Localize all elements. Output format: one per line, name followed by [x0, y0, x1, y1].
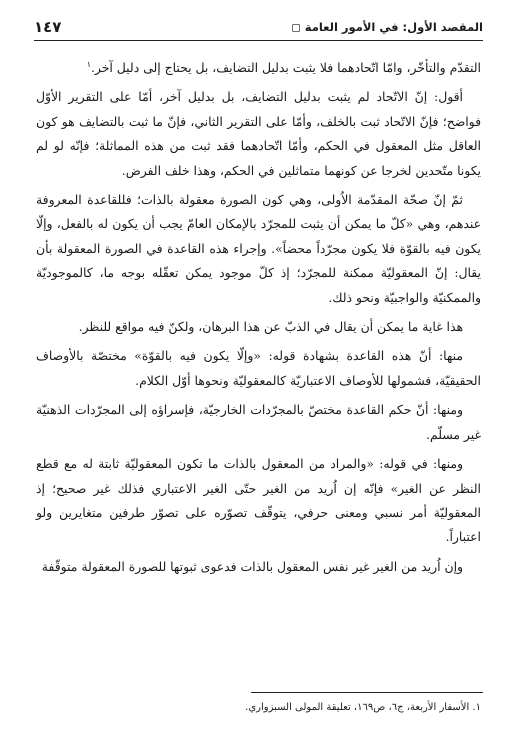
paragraph-7: ومنها: في قوله: «والمراد من المعقول بالذات ما تكون المعقوليّة ثابتة له مع قطع النظر عن الغير» فإنّه إن اُريد من الغير حتّى الغير الاعتباري فذلك غير صحيح؛ إذ المعقوليّة أمر نسبي ومعنى حرفي، يتوقّف تصوّره على تصوّر طرفين متغايرين ولو اعتباراً.: [36, 456, 481, 545]
main-text: [36, 56, 481, 584]
paragraph-2: أقول: إنّ الاتّحاد لم يثبت بدليل التضايف، بل بدليل آخر، أمّا على التقرير الأوّل فواضح؛ فإنّ الاتّحاد ثبت بالخلف، وأمّا على التقرير الثاني، فإنّ ما ثبت بالتضايف هو كون العاقل مثل المعقول في الحكم، وأمّا اتّحادهما فقد ثبت من هذه المماثلة؛ فإنّه لو لم يكونا متّحدين لخرجا عن كونهما متماثلين في الحكم، وهذا خلف الفرض.: [36, 89, 481, 178]
paragraph-6: ومنها: أنّ حكم القاعدة مختصّ بالمجرّدات الخارجيّة، فإسراؤه إلى المجرّدات الذهنيّة غير مسلّم.: [36, 402, 481, 442]
header-separator-icon: ◻: [291, 20, 301, 34]
footnote-marker: ١: [86, 59, 91, 69]
paragraph-1: [36, 56, 481, 80]
running-title: المقصد الأول: في الأمور العامة: [304, 20, 483, 34]
running-title-group: [291, 14, 483, 40]
paragraph-8: وإن اُريد من الغير غير نفس المعقول بالذات فدعوى ثبوتها للصورة المعقولة متوقّفة: [41, 558, 463, 574]
paragraph-3: ثمّ إنّ صحّة المقدّمة الاُولى، وهي كون الصورة معقولة بالذات؛ فللقاعدة المعروفة عندهم، وهي «كلّ ما يمكن أن يثبت للمجرّد بالإمكان العامّ يجب أن يكون له بالفعل، وإلّا يكون فيه بالقوّة فلا يكون مجرّداً محضاً». وإجراء هذه القاعدة في الصورة المعقولة بأن يقال: إنّ المعقوليّة ممكنة للمجرّد؛ إذ كلّ موجود يمكن تعقّله بوجه ما، كالموجوديّة والممكنيّة والواجبيّة ونحو ذلك.: [36, 192, 481, 305]
paragraph-5: منها: أنّ هذه القاعدة بشهادة قوله: «وإلّا يكون فيه بالقوّة» مختصّة بالأوصاف الحقيقيّة، فشمولها للأوصاف الاعتباريّة كالمعقوليّة ونحوها أوّل الكلام.: [36, 348, 481, 388]
footnote-divider: [251, 692, 483, 693]
paragraph-4: هذا غاية ما يمكن أن يقال في الذبّ عن هذا البرهان، ولكنّ فيه مواقع للنظر.: [78, 319, 463, 335]
running-header: [34, 14, 483, 41]
page-number: ١٤٧: [34, 18, 62, 36]
paragraph-text: التقدّم والتأخّر، وامّا اتّحادهما فلا يثبت بدليل التضايف، بل يحتاج إلى دليل آخر.: [90, 60, 481, 75]
footnote: ١. الأسفار الأربعة، ج٦، ص١٦٩، تعليقة المولى السبزواري.: [245, 702, 481, 713]
